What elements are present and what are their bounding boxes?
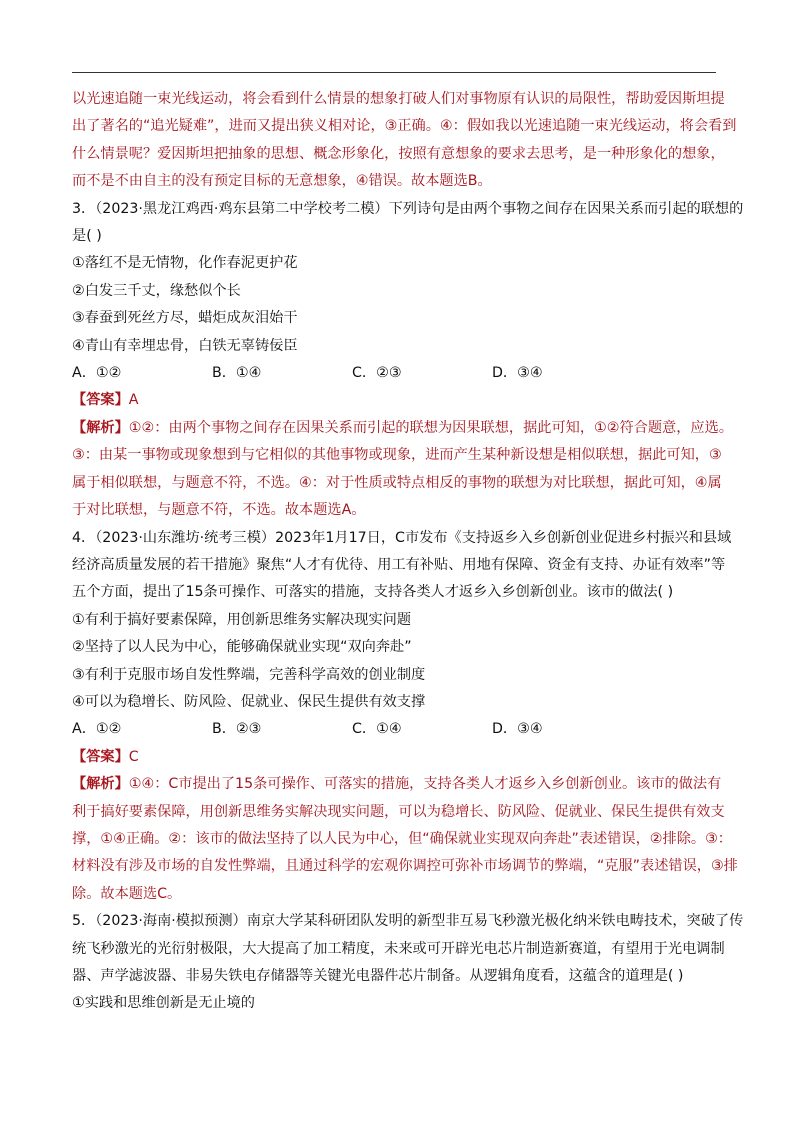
intro-line: 而不是不由自主的没有预定目标的无意想象，④错误。故本题选B。: [72, 173, 492, 190]
answer-value: C: [128, 748, 139, 765]
option-item: ③春蚕到死丝方尽，蜡炬成灰泪始干: [72, 310, 298, 327]
question-stem: 4．（2023·山东潍坊·统考三模）2023年1月17日，C市发布《支持返乡入乡创新创业促进乡村振兴和县域: [72, 529, 732, 546]
answer-line: [72, 387, 736, 414]
analysis-line: 除。故本题选C。: [72, 885, 182, 902]
answer-label: 【答案】: [72, 392, 129, 409]
option-item: ②坚持了以人民为中心，能够确保就业实现“双向奔赴”: [72, 639, 412, 656]
page-content: [72, 86, 744, 1018]
question-stem: 3．（2023·黑龙江鸡西·鸡东县第二中学校考二模）下列诗句是由两个事物之间存在因果关系而引起的联想的: [72, 200, 744, 217]
analysis-label: 【解析】: [72, 776, 129, 793]
question-4: [72, 525, 736, 909]
question-stem: 经济高质量发展的若干措施》聚焦“人才有优待、用工有补贴、用地有保障、资金有支持、办证有效率”等: [72, 556, 726, 573]
question-3: [72, 196, 744, 525]
choice-d: D．③④: [492, 365, 543, 382]
analysis-line: [72, 771, 736, 798]
option-item: ①落红不是无情物，化作春泥更护花: [72, 255, 298, 272]
option-item: ①实践和思维创新是无止境的: [72, 995, 255, 1012]
analysis-text: ①②：由两个事物之间存在因果关系而引起的联想为因果联想，据此可知，①②符合题意，应选。: [128, 419, 733, 436]
option-item: ②白发三千丈，缘愁似个长: [72, 282, 241, 299]
analysis-line: 利于搞好要素保障，用创新思维务实解决现实问题，可以为稳增长、防风险、促就业、保民生提供有效支: [72, 803, 725, 820]
choice-c: C．①④: [352, 721, 402, 738]
intro-analysis: [72, 86, 736, 196]
intro-line: 什么情景呢？爱因斯坦把抽象的思想、概念形象化，按照有意想象的要求去思考，是一种形象化的想象，: [72, 145, 725, 162]
analysis-label: 【解析】: [72, 419, 129, 436]
question-stem: 统飞秒激光的光衍射极限，大大提高了加工精度，未来或可开辟光电芯片制造新赛道，有望用于光电调制: [72, 940, 725, 957]
option-item: ④青山有幸埋忠骨，白铁无辜铸佞臣: [72, 337, 298, 354]
choice-b: B．①④: [212, 365, 262, 382]
analysis-text: ①④：C市提出了15条可操作、可落实的措施，支持各类人才返乡入乡创新创业。该市的做法有: [128, 776, 722, 793]
intro-line: 出了著名的“追光疑难”，进而又提出狭义相对论，③正确。④：假如我以光速追随一束光线运动，将会看到: [72, 118, 737, 135]
analysis-line: 于对比联想，与题意不符，不选。故本题选A。: [72, 502, 366, 519]
analysis-line: ③：由某一事物或现象想到与它相似的其他事物或现象，进而产生某种新设想是相似联想，据此可知，③: [72, 447, 722, 464]
choice-a: A．①②: [72, 365, 122, 382]
question-stem: 器、声学滤波器、非易失铁电存储器等关键光电器件芯片制备。从逻辑角度看，这蕴含的道理是( ): [72, 968, 684, 984]
choice-d: D．③④: [492, 721, 543, 738]
intro-line: 以光速追随一束光线运动，将会看到什么情景的想象打破人们对事物原有认识的局限性，帮助爱因斯坦提: [72, 91, 725, 107]
question-stem: 五个方面，提出了15条可操作、可落实的措施，支持各类人才返乡入乡创新创业。该市的做法( ): [72, 584, 674, 601]
question-stem: 5．（2023·海南·模拟预测）南京大学某科研团队发明的新型非互易飞秒激光极化纳米铁电畴技术，突破了传: [72, 913, 744, 930]
option-item: ①有利于搞好要素保障，用创新思维务实解决现实问题: [72, 611, 412, 628]
analysis-line: [72, 415, 736, 442]
choice-b: B．②③: [212, 721, 262, 738]
answer-choices: [72, 360, 736, 387]
choice-a: A．①②: [72, 721, 122, 738]
question-stem: 是( ): [72, 228, 102, 245]
answer-value: A: [128, 392, 139, 409]
analysis-line: 撑，①④正确。②：该市的做法坚持了以人民为中心，但“确保就业实现双向奔赴”表述错误，②排除。③：: [72, 830, 732, 847]
analysis-line: 材料没有涉及市场的自发性弊端，且通过科学的宏观你调控可弥补市场调节的弊端，“克服”表述错误，③排: [72, 858, 738, 875]
answer-choices: [72, 716, 736, 743]
answer-line: [72, 744, 736, 771]
answer-label: 【答案】: [72, 748, 129, 765]
header-rule: [72, 72, 716, 73]
choice-c: C．②③: [352, 365, 402, 382]
option-item: ③有利于克服市场自发性弊端，完善科学高效的创业制度: [72, 666, 426, 683]
question-5: [72, 908, 744, 1018]
option-item: ④可以为稳增长、防风险、促就业、保民生提供有效支撑: [72, 693, 426, 710]
analysis-line: 属于相似联想，与题意不符，不选。④：对于性质或特点相反的事物的联想为对比联想，据此可知，④属: [72, 474, 722, 491]
